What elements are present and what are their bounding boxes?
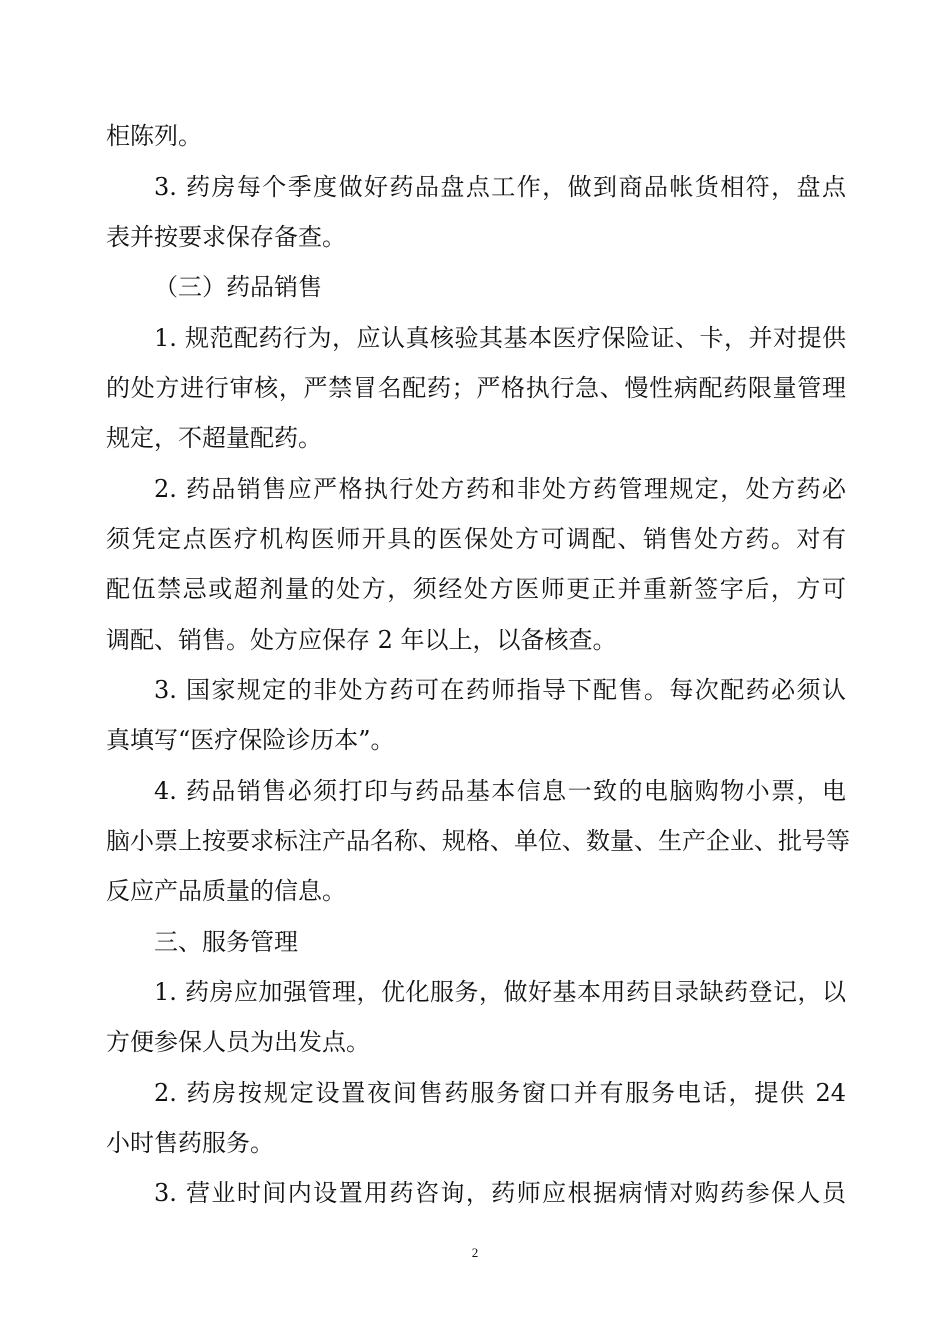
page-number: 2 (471, 1245, 479, 1260)
text-line-7: 规定，不超量配药。 (106, 424, 322, 452)
text-line-10: 配伍禁忌或超剂量的处方，须经处方医师更正并重新签字后，方可 (106, 575, 846, 603)
text-line-9: 须凭定点医疗机构医师开具的医保处方可调配、销售处方药。对有 (106, 525, 846, 553)
text-line-6: 的处方进行审核，严禁冒名配药；严格执行急、慢性病配药限量管理 (106, 374, 846, 402)
text-line-20: 2. 药房按规定设置夜间售药服务窗口并有服务电话，提供 24 (154, 1079, 846, 1107)
text-line-11: 调配、销售。处方应保存 2 年以上，以备核查。 (106, 626, 617, 654)
text-line-22: 3. 营业时间内设置用药咨询，药师应根据病情对购药参保人员 (154, 1179, 846, 1207)
text-line-8: 2. 药品销售应严格执行处方药和非处方药管理规定，处方药必 (154, 475, 846, 503)
text-line-1: 柜陈列。 (106, 122, 202, 150)
text-line-14: 4. 药品销售必须打印与药品基本信息一致的电脑购物小票，电 (154, 777, 846, 805)
text-line-16: 反应产品质量的信息。 (106, 877, 346, 905)
text-line-15: 脑小票上按要求标注产品名称、规格、单位、数量、生产企业、批号等 (106, 827, 850, 855)
text-line-2: 3. 药房每个季度做好药品盘点工作，做到商品帐货相符，盘点 (154, 173, 846, 201)
text-line-13: 真填写“医疗保险诊历本”。 (106, 726, 395, 754)
text-line-5: 1. 规范配药行为，应认真核验其基本医疗保险证、卡，并对提供 (154, 324, 846, 352)
text-line-12: 3. 国家规定的非处方药可在药师指导下配售。每次配药必须认 (154, 676, 846, 704)
text-line-21: 小时售药服务。 (106, 1129, 274, 1157)
section-heading-drug-sales: （三）药品销售 (154, 273, 322, 301)
text-line-19: 方便参保人员为出发点。 (106, 1028, 370, 1056)
text-line-18: 1. 药房应加强管理，优化服务，做好基本用药目录缺药登记，以 (154, 978, 846, 1006)
section-heading-service-management: 三、服务管理 (154, 928, 298, 956)
text-line-3: 表并按要求保存备查。 (106, 223, 346, 251)
